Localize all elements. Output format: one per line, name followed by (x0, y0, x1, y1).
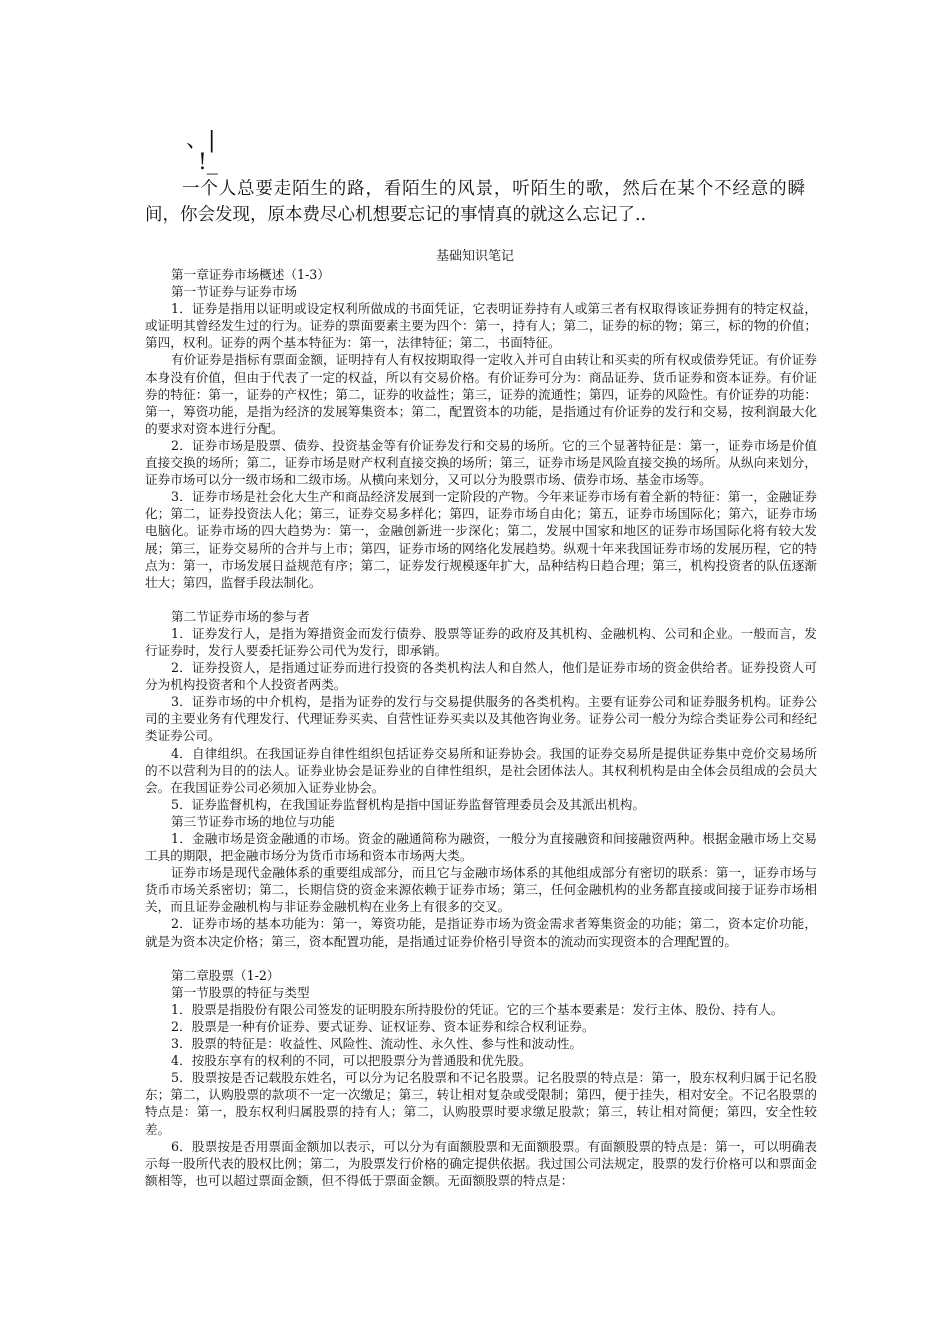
paragraph: 1．金融市场是资金融通的市场。资金的融通简称为融资，一般分为直接融资和间接融资两种。根据金融市场上交易工具的期限，把金融市场分为货币市场和资本市场两大类。 (145, 831, 817, 864)
paragraph: 证券市场是现代金融体系的重要组成部分，而且它与金融市场体系的其他组成部分有密切的联系：第一，证券市场与货币市场关系密切；第二，长期信贷的资金来源依赖于证券市场；第三，任何金融机构的业务都直接或间接于证券市场相关，而且证券金融机构与非证券金融机构在业务上有很多的交叉。 (145, 865, 817, 915)
paragraph: 有价证券是指标有票面金额，证明持有人有权按期取得一定收入并可自由转让和买卖的所有权或债券凭证。有价证券本身没有价值，但由于代表了一定的权益，所以有交易价格。有价证券可分为：商品证券、货币证券和资本证券。有价证券的特征：第一，证券的产权性；第二，证券的收益性；第三，证券的流通性；第四，证券的风险性。有价证券的功能：第一，筹资功能，是指为经济的发展筹集资本；第二，配置资本的功能，是指通过有价证券的发行和交易，按利润最大化的要求对资本进行分配。 (145, 352, 817, 436)
paragraph: 1．证券是指用以证明或设定权利所做成的书面凭证，它表明证券持有人或第三者有权取得该证券拥有的特定权益，或证明其曾经发生过的行为。证券的票面要素主要为四个：第一，持有人；第二，证券的标的物；第三，标的物的价值；第四，权利。证券的两个基本特征为：第一，法律特征；第二，书面特征。 (145, 301, 817, 351)
paragraph: 5．证券监督机构，在我国证券监督机构是指中国证券监督管理委员会及其派出机构。 (171, 796, 645, 812)
paragraph: 6．股票按是否用票面金额加以表示，可以分为有面额股票和无面额股票。有面额股票的特点是：第一，可以明确表示每一股所代表的股权比例；第二，为股票发行价格的确定提供依据。我过国公司法规定，股票的发行价格可以和票面金额相等，也可以超过票面金额，但不得低于票面金额。无面额股票的特点是： (145, 1138, 817, 1188)
scan-mark-1: 、| (186, 128, 216, 153)
document-title: 基础知识笔记 (435, 249, 514, 264)
section-heading: 第一节股票的特征与类型 (171, 984, 310, 1000)
paragraph: 3．证券市场是社会化大生产和商品经济发展到一定阶段的产物。今年来证券市场有着全新的特征：第一，金融证券化；第二，证券投资法人化；第三，证券交易多样化；第四，证券市场自由化；第五，证券市场国际化；第六，证券市场电脑化。证券市场的四大趋势为：第一，金融创新进一步深化；第二，发展中国家和地区的证券市场国际化将有较大发展；第三，证券交易所的合并与上市；第四，证券市场的网络化发展趋势。纵观十年来我国证券市场的发展历程，它的特点为：第一，市场发展日益规范有序；第二，证券发行规模逐年扩大，品种结构日趋合理；第三，机构投资者的队伍逐渐壮大；第四，监督手段法制化。 (145, 489, 817, 590)
paragraph: 1．证券发行人，是指为筹措资金而发行债券、股票等证券的政府及其机构、金融机构、公司和企业。一般而言，发行证券时，发行人要委托证券公司代为发行，即承销。 (145, 625, 817, 658)
paragraph: 2．证券市场的基本功能为：第一，筹资功能，是指证券市场为资金需求者筹集资金的功能；第二，资本定价功能，就是为资本决定价格；第三，资本配置功能，是指通过证券价格引导资本的流动而实现资本的合理配置的。 (145, 916, 817, 949)
section-heading: 第一节证券与证券市场 (171, 284, 297, 300)
section-heading: 第二节证券市场的参与者 (171, 608, 310, 624)
spacer (145, 950, 817, 967)
section-heading: 第三节证券市场的地位与功能 (171, 813, 335, 829)
paragraph: 3．股票的特征是：收益性、风险性、流动性、永久性、参与性和波动性。 (171, 1036, 583, 1052)
document-body (145, 266, 817, 1189)
paragraph: 1．股票是指股份有限公司签发的证明股东所持股份的凭证。它的三个基本要素是：发行主体、股份、持有人。 (171, 1001, 784, 1017)
chapter-heading: 第二章股票（1-2） (171, 967, 280, 983)
paragraph: 4．自律组织。在我国证券自律性组织包括证券交易所和证券协会。我国的证券交易所是提供证券集中竞价交易场所的不以营利为目的的法人。证券业协会是证券业的自律性组织，是社会团体法人。其权利机构是由全体会员组成的会员大会。在我国证券公司必须加入证券业协会。 (145, 745, 817, 795)
paragraph: 3．证券市场的中介机构，是指为证券的发行与交易提供服务的各类机构。主要有证券公司和证券服务机构。证券公司的主要业务有代理发行、代理证券买卖、自营性证券买卖以及其他咨询业务。证券公司一般分为综合类证券公司和经纪类证券公司。 (145, 694, 817, 744)
intro-paragraph: 一个人总要走陌生的路，看陌生的风景，听陌生的歌，然后在某个不经意的瞬间，你会发现，原本费尽心机想要忘记的事情真的就这么忘记了.. (145, 179, 805, 225)
paragraph: 4．按股东享有的权利的不同，可以把股票分为普通股和优先股。 (171, 1053, 532, 1069)
paragraph: 5．股票按是否记载股东姓名，可以分为记名股票和不记名股票。记名股票的特点是：第一，股东权利归属于记名股东；第二，认购股票的款项不一定一次缴足；第三，转让相对复杂或受限制；第四，便于挂失，相对安全。不记名股票的特点是：第一，股东权利归属股票的持有人；第二，认购股票时要求缴足股款；第三，转让相对简便；第四，安全性较差。 (145, 1070, 817, 1137)
spacer (145, 591, 817, 608)
paragraph: 2．股票是一种有价证券、要式证券、证权证券、资本证券和综合权利证券。 (171, 1018, 595, 1034)
paragraph: 2．证券投资人，是指通过证券而进行投资的各类机构法人和自然人，他们是证券市场的资金供给者。证券投资人可分为机构投资者和个人投资者两类。 (145, 660, 817, 693)
scan-mark-2: !_ (198, 150, 218, 175)
chapter-heading: 第一章证券市场概述（1-3） (171, 267, 330, 282)
paragraph: 2．证券市场是股票、债券、投资基金等有价证券发行和交易的场所。它的三个显著特征是：第一，证券市场是价值直接交换的场所；第二，证券市场是财产权利直接交换的场所；第三，证券市场是风险直接交换的场所。从纵向来划分，证券市场可以分一级市场和二级市场。从横向来划分，又可以分为股票市场、债券市场、基金市场等。 (145, 437, 817, 488)
